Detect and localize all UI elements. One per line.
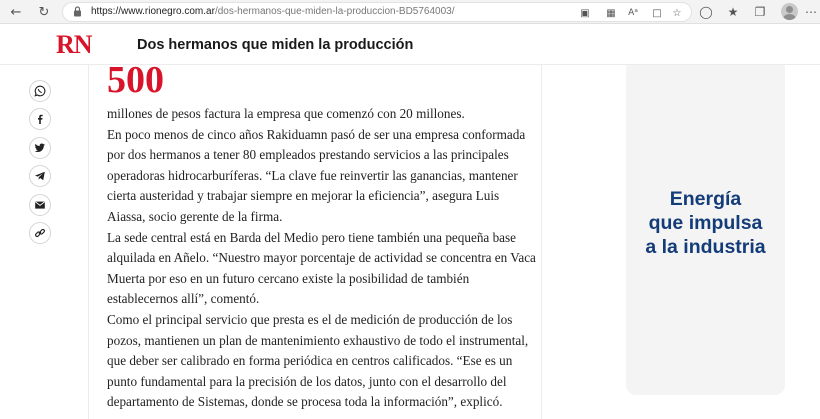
back-icon[interactable]: ←	[10, 4, 22, 20]
lock-icon	[73, 6, 82, 17]
url-text[interactable]: https://www.rionegro.com.ar/dos-hermanos-que-miden-la-produccion-BD5764003/	[91, 6, 455, 17]
highlight-number: 500	[107, 59, 164, 101]
read-aloud-icon[interactable]: Aᵃ	[628, 8, 638, 18]
whatsapp-icon	[34, 85, 46, 97]
app-available-icon[interactable]: ▣	[580, 7, 590, 19]
article-paragraph: millones de pesos factura la empresa que comenzó con 20 millones.	[107, 106, 465, 121]
immersive-reader-icon[interactable]: □	[652, 7, 662, 19]
ad-line: Energía	[669, 188, 742, 210]
share-whatsapp-button[interactable]	[29, 80, 51, 102]
favorites-icon[interactable]: ★	[727, 5, 739, 19]
ad-line: que impulsa	[648, 212, 763, 234]
address-bar[interactable]	[62, 2, 692, 22]
article-body	[107, 104, 537, 413]
share-email-button[interactable]	[29, 194, 51, 216]
collections-icon[interactable]: ❐	[754, 5, 766, 19]
article-paragraph: En poco menos de cinco años Rakiduamn pasó de ser una empresa conformada por dos hermanos a tener 80 empleados prestando servicios a las principales operadoras hidrocarburíferas. “La clave fue reinvertir las ganancias, mantener cierta austeridad y trabajar siempre en mejorar la eficiencia”, asegura Luis Aiassa, socio gerente de la firma.	[107, 126, 526, 224]
browser-toolbar	[0, 0, 820, 24]
browser-essentials-icon[interactable]: ◯	[699, 5, 713, 19]
profile-avatar[interactable]	[781, 3, 798, 20]
page-title: Dos hermanos que miden la producción	[137, 37, 414, 53]
twitter-icon	[34, 142, 46, 154]
link-icon	[34, 227, 46, 239]
article-paragraph: Como el principal servicio que presta es el de medición de producción de los pozos, mantienen un plan de mantenimiento exhaustivo de todo el instrumental, que deber ser calibrado en forma periódica en centros calificados. “Ese es un punto fundamental para la precisión de los datos, junto con el desarrollo del departamento de Sistemas, donde se procesa toda la información”, explicó.	[107, 311, 529, 410]
more-menu-icon[interactable]: ⋯	[805, 5, 817, 19]
ad-line: a la industria	[645, 236, 766, 258]
share-facebook-button[interactable]	[29, 108, 51, 130]
share-twitter-button[interactable]	[29, 137, 51, 159]
favorite-star-icon[interactable]: ☆	[672, 7, 682, 19]
copy-link-button[interactable]	[29, 222, 51, 244]
telegram-icon	[34, 170, 46, 182]
article-right-border	[541, 65, 542, 419]
ad-headline	[626, 187, 785, 259]
email-icon	[34, 199, 46, 211]
facebook-icon	[34, 113, 46, 125]
article-left-border	[88, 65, 89, 419]
advertisement-banner[interactable]	[626, 65, 785, 395]
refresh-icon[interactable]: ↻	[38, 4, 50, 20]
article-paragraph: La sede central está en Barda del Medio pero tiene también una pequeña base alquilada en Añelo. “Nuestro mayor porcentaje de actividad se concentra en Vaca Muerta por eso en un futuro cercano existe la posibilidad de también establecernos allí”, comentó.	[107, 229, 536, 307]
site-logo[interactable]: RN	[56, 30, 92, 59]
share-telegram-button[interactable]	[29, 165, 51, 187]
grid-icon[interactable]: ▦	[606, 7, 616, 19]
